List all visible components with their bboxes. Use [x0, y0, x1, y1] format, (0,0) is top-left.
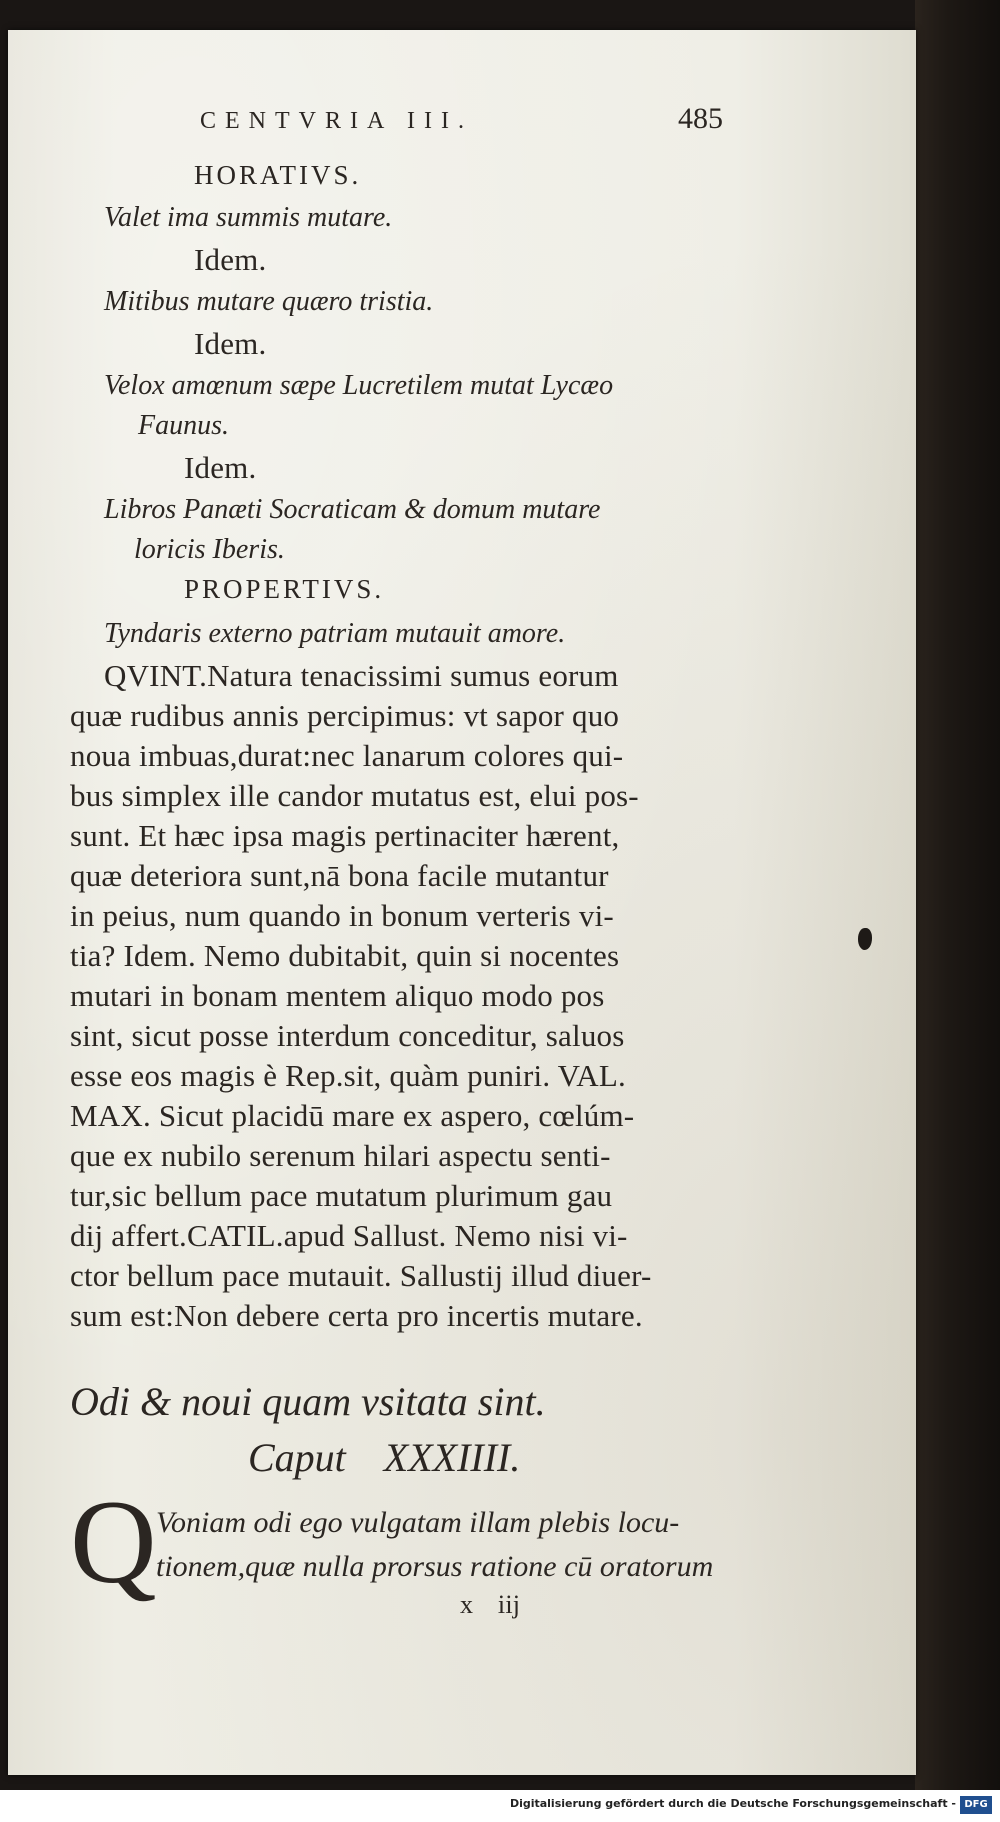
prose-line: quæ rudibus annis percipimus: vt sapor quo [70, 698, 620, 733]
chapter-number: Caput XXXIIII. [248, 1435, 521, 1480]
quote-line: Velox amœnum sæpe Lucretilem mutat Lycæo [104, 370, 614, 401]
running-head: CENTVRIA III. [200, 108, 473, 134]
prose-line: noua imbuas,durat:nec lanarum colores qui- [70, 738, 624, 773]
prose-line: tur,sic bellum pace mutatum plurimum gau [70, 1178, 613, 1213]
prose-line: ctor bellum pace mutauit. Sallustij illud diuer- [70, 1258, 652, 1293]
drop-cap: Q [70, 1475, 157, 1608]
prose-line: esse eos magis è Rep.sit, quàm puniri. VAL. [70, 1058, 626, 1093]
chapter-text-line: Voniam odi ego vulgatam illam plebis locu- [156, 1506, 680, 1539]
author-heading: HORATIVS. [194, 160, 362, 190]
idem-line: Idem. [194, 242, 267, 277]
dfg-logo: DFG [960, 1796, 992, 1814]
footer-strip [0, 1790, 1000, 1822]
ink-blot [858, 928, 872, 950]
digitization-credit: Digitalisierung gefördert durch die Deutsche Forschungsgemeinschaft - [509, 1797, 956, 1810]
quote-line: Valet ima summis mutare. [104, 202, 393, 233]
prose-line: in peius, num quando in bonum verteris vi- [70, 898, 614, 933]
prose-line: QVINT.Natura tenacissimi sumus eorum [104, 658, 619, 693]
prose-line: dij affert.CATIL.apud Sallust. Nemo nisi vi- [70, 1218, 628, 1253]
idem-line: Idem. [194, 326, 267, 361]
prose-line: sint, sicut posse interdum conceditur, saluos [70, 1018, 625, 1053]
folio-number: 485 [678, 102, 723, 135]
chapter-text-line: tionem,quæ nulla prorsus ratione cū oratorum [156, 1550, 714, 1583]
prose-line: que ex nubilo serenum hilari aspectu senti- [70, 1138, 611, 1173]
chapter-title: Odi & noui quam vsitata sint. [70, 1379, 546, 1424]
book-page [8, 30, 916, 1775]
prose-line: sunt. Et hæc ipsa magis pertinaciter hærent, [70, 818, 620, 853]
quote-line: loricis Iberis. [134, 534, 285, 565]
quote-line: Faunus. [138, 410, 229, 441]
quote-line: Tyndaris externo patriam mutauit amore. [104, 618, 566, 649]
prose-line: mutari in bonam mentem aliquo modo pos [70, 978, 605, 1013]
signature-mark: x iij [460, 1590, 521, 1619]
backdrop [915, 0, 1000, 1790]
prose-line: quæ deteriora sunt,nā bona facile mutantur [70, 858, 609, 893]
quote-line: Mitibus mutare quæro tristia. [104, 286, 434, 317]
idem-line: Idem. [184, 450, 257, 485]
prose-line: bus simplex ille candor mutatus est, elui pos- [70, 778, 639, 813]
author-heading: PROPERTIVS. [184, 574, 385, 604]
prose-line: sum est:Non debere certa pro incertis mutare. [70, 1298, 643, 1333]
prose-line: tia? Idem. Nemo dubitabit, quin si nocentes [70, 938, 620, 973]
prose-line: MAX. Sicut placidū mare ex aspero, cœlúm- [70, 1098, 635, 1133]
quote-line: Libros Panæti Socraticam & domum mutare [104, 494, 601, 525]
